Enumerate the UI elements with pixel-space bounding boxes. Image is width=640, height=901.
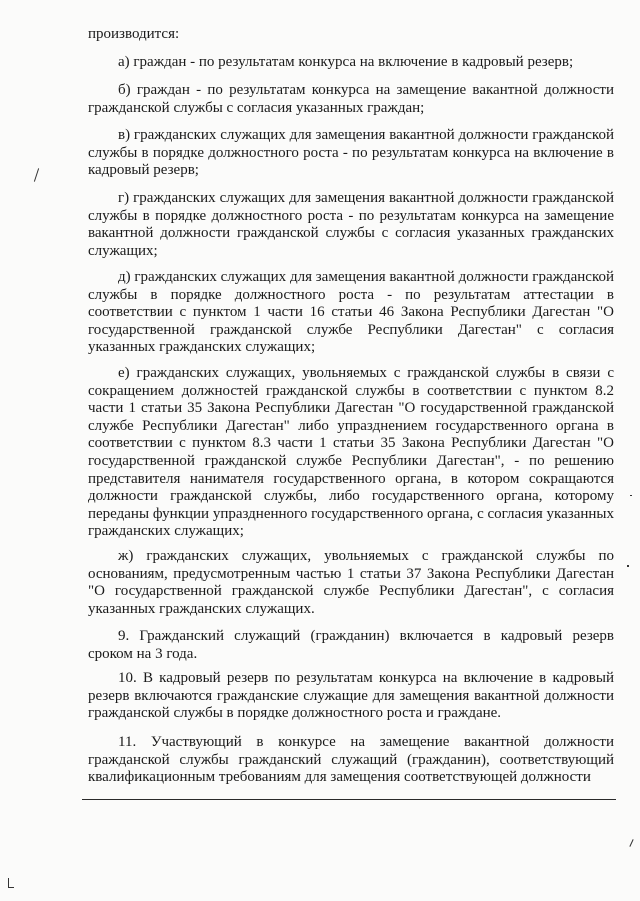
scan-mark [8,887,14,888]
scan-mark [34,168,39,182]
paragraph-item-e: е) гражданских служащих, увольняемых с гражданской службы в связи с сокращением должностей гражданской службы в соответствии с пунктом 8.2 части 1 статьи 35 Закона Республики Дагестан "О государственной гражданской службе Республики Дагестан" либо упразднением государственного органа в соответствии с пунктом 8.3 части 1 статьи 35 Закона Республики Дагестан "О государственной гражданской службе Республики Дагестан", - по решению представителя нанимателя государственного органа, в котором сокращаются должности гражданской службы, либо государственного органа, которому переданы функции упраздненного государственного органа, с согласия указанных гражданских служащих; [88,365,614,540]
paragraph-clause-11: 11. Участвующий в конкурсе на замещение вакантной должности гражданской службы гражданский служащий (гражданин), соответствующий квалификационным требованиям для замещения соответствующей должности [88,734,614,786]
scan-mark [629,839,633,847]
scan-mark [627,565,629,567]
footer-divider [82,799,616,800]
paragraph-item-v: в) гражданских служащих для замещения вакантной должности гражданской службы в порядке должностного роста - по результатам конкурса на включение в кадровый резерв; [88,127,614,179]
paragraph-clause-10: 10. В кадровый резерв по результатам конкурса на включение в кадровый резерв включаются гражданские служащие для замещения вакантной должности гражданской службы в порядке должностного роста и граждане. [88,670,614,722]
paragraph-clause-9: 9. Гражданский служащий (гражданин) включается в кадровый резерв сроком на 3 года. [88,628,614,662]
paragraph-item-b: б) граждан - по результатам конкурса на замещение вакантной должности гражданской службы с согласия указанных граждан; [88,82,614,116]
paragraph-item-zh: ж) гражданских служащих, увольняемых с гражданской службы по основаниям, предусмотренным частью 1 статьи 37 Закона Республики Дагестан "О государственной гражданской службе Республики Дагестан", с согласия указанных гражданских служащих. [88,548,614,617]
paragraph-item-d: д) гражданских служащих для замещения вакантной должности гражданской службы в порядке должностного роста - по результатам аттестации в соответствии с пунктом 1 части 16 статьи 46 Закона Республики Дагестан "О государственной гражданской службе Республики Дагестан" с согласия указанных гражданских служащих; [88,269,614,356]
paragraph-item-a: а) граждан - по результатам конкурса на включение в кадровый резерв; [118,54,574,70]
paragraph-continuation: производится: [88,26,180,42]
scan-mark [630,495,632,496]
paragraph-item-g: г) гражданских служащих для замещения вакантной должности гражданской службы в порядке должностного роста - по результатам конкурса на замещение вакантной должности гражданской службы с согласия указанных гражданских служащих; [88,190,614,259]
